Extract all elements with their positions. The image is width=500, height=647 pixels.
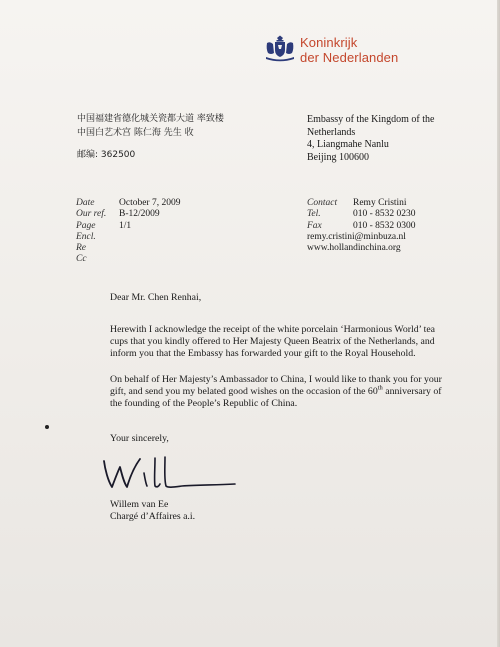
meta-value: remy.cristini@minbuza.nl [307, 231, 406, 242]
meta-row-fax [307, 221, 416, 232]
paragraph-line: cups that you kindly offered to Her Majesty Queen Beatrix of the Netherlands, and [110, 336, 435, 347]
royal-coat-of-arms-icon [262, 35, 298, 63]
meta-label: Re [76, 243, 87, 254]
paragraph-2 [110, 374, 442, 410]
brand-line-1: Koninkrijk [300, 35, 358, 50]
meta-row-ref [76, 209, 180, 220]
meta-value: October 7, 2009 [119, 198, 181, 208]
meta-row-website [307, 243, 416, 254]
meta-label: Page [76, 220, 96, 231]
paragraph-text: anniversary of [382, 386, 442, 397]
salutation: Dear Mr. Chen Renhai, [110, 292, 202, 303]
meta-row-contact [307, 198, 416, 209]
paragraph-line: On behalf of Her Majesty’s Ambassador to China, I would like to thank you for your [110, 374, 442, 385]
sender-address-line: Embassy of the Kingdom of the [307, 114, 435, 125]
ordinal-suffix: th [377, 384, 383, 392]
recipient-address-zh-line2: 中国白艺术宫 陈仁海 先生 收 [77, 128, 194, 138]
meta-label: Cc [76, 254, 87, 265]
meta-value: B-12/2009 [119, 209, 160, 220]
meta-label: Encl. [76, 231, 96, 242]
meta-row-encl [76, 232, 180, 243]
closing: Your sincerely, [110, 433, 169, 444]
signer-title: Chargé d’Affaires a.i. [110, 511, 196, 522]
sender-address-line: Netherlands [307, 126, 356, 138]
recipient-postcode: 邮编: 362500 [77, 150, 136, 160]
meta-label: Tel. [307, 209, 321, 220]
meta-row-page [76, 221, 180, 232]
sender-address [307, 114, 434, 164]
paragraph-line: Herewith I acknowledge the receipt of the white porcelain ‘Harmonious World’ tea [110, 324, 436, 335]
meta-label: Date [76, 198, 95, 208]
meta-value: 010 - 8532 0300 [353, 220, 416, 231]
meta-row-cc [76, 254, 180, 265]
meta-label: Contact [307, 198, 338, 208]
meta-row-email [307, 232, 416, 243]
meta-label: Our ref. [76, 209, 107, 220]
meta-row-tel [307, 209, 416, 220]
paragraph-line [110, 386, 442, 398]
paragraph-text: gift, and send you my belated good wishes on the occasion of the 60 [110, 386, 378, 397]
paragraph-1 [110, 324, 435, 360]
recipient-address-zh-line1: 中国福建省德化城关瓷都大道 率致楼 [77, 114, 224, 124]
letter-meta-left [76, 198, 180, 266]
signer-name: Willem van Ee [110, 499, 169, 510]
paragraph-line: inform you that the Embassy has forwarded your gift to the Royal Household. [110, 348, 416, 359]
handwritten-signature [100, 453, 240, 493]
meta-value: 010 - 8532 0230 [353, 209, 416, 220]
letter-meta-right [307, 198, 416, 254]
meta-row-date [76, 198, 180, 209]
meta-row-re [76, 243, 180, 254]
brand-line-2: der Nederlanden [300, 50, 399, 65]
sender-address-line: 4, Liangmahe Nanlu [307, 139, 389, 151]
meta-label: Fax [307, 220, 322, 231]
ink-speck [45, 425, 49, 429]
paragraph-line: the founding of the People’s Republic of China. [110, 398, 298, 409]
brand-wordmark [300, 35, 398, 65]
meta-value: 1/1 [119, 220, 132, 231]
sender-address-line: Beijing 100600 [307, 151, 369, 163]
meta-value: Remy Cristini [353, 198, 407, 208]
meta-value: www.hollandinchina.org [307, 243, 401, 254]
